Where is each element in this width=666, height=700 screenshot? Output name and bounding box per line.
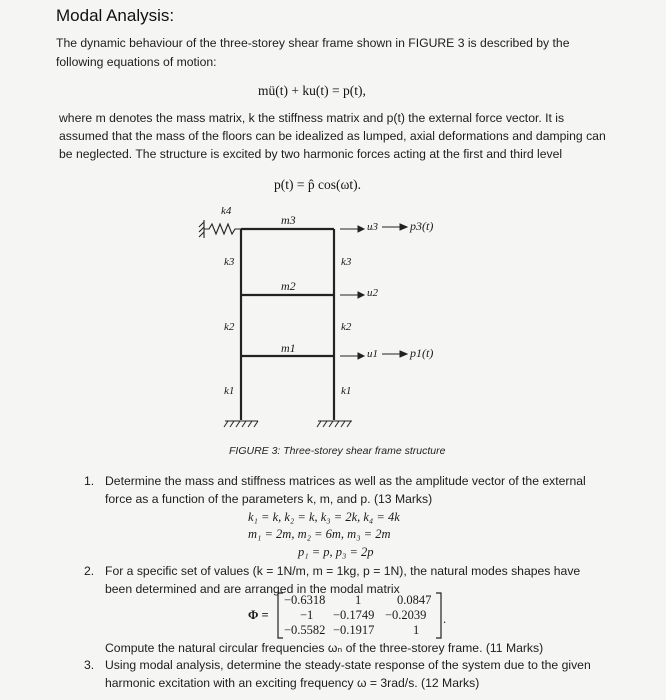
label-k2-right: k2 bbox=[341, 321, 352, 333]
label-k2-left: k2 bbox=[224, 321, 235, 333]
label-k1-right: k1 bbox=[341, 385, 352, 397]
q3-line-1: Using modal analysis, determine the steady-state response of the system due to the given bbox=[105, 658, 591, 672]
force-equation: p(t) = p̂ cos(ωt). bbox=[274, 177, 361, 192]
matrix-cell-r3c2: −0.1917 bbox=[333, 623, 375, 637]
matrix-cell-r1c2: 1 bbox=[355, 593, 362, 607]
label-k3-right: k3 bbox=[341, 256, 352, 268]
q3-line-2: harmonic excitation with an exciting frequency ω = 3rad/s. (12 Marks) bbox=[105, 676, 480, 690]
matrix-cell-r3c1: −0.5582 bbox=[284, 623, 326, 637]
label-p3: p3(t) bbox=[410, 219, 434, 233]
label-k3-left: k3 bbox=[224, 256, 235, 268]
matrix-cell-r2c3: −0.2039 bbox=[385, 608, 427, 622]
matrix-cell-r1c3: 0.0847 bbox=[397, 593, 432, 607]
q2-line-1: For a specific set of values (k = 1N/m, m = 1kg, p = 1N), the natural modes shapes have bbox=[105, 564, 581, 578]
q2-number: 2. bbox=[84, 564, 95, 578]
phi-symbol: Φ = bbox=[248, 608, 269, 622]
q2-line-2: been determined and are arranged in the modal matrix bbox=[105, 582, 400, 596]
page-title: Modal Analysis: bbox=[56, 6, 175, 25]
matrix-cell-r2c1: −1 bbox=[300, 608, 314, 622]
where-line-1: where m denotes the mass matrix, k the stiffness matrix and p(t) the external force vector. It is bbox=[59, 111, 565, 125]
q1-params-p: p₁ = p, p₃ = 2p bbox=[298, 545, 374, 559]
q2-line-3: Compute the natural circular frequencies ωₙ of the three-storey frame. (11 Marks) bbox=[105, 641, 544, 655]
q3-number: 3. bbox=[84, 658, 95, 672]
q1-line-1: Determine the mass and stiffness matrices as well as the amplitude vector of the external bbox=[105, 474, 586, 488]
label-m1: m1 bbox=[281, 341, 296, 355]
label-u2: u2 bbox=[367, 287, 378, 299]
q1-params-m: m₁ = 2m, m₂ = 6m, m₃ = 2m bbox=[248, 527, 391, 541]
q1-number: 1. bbox=[84, 474, 95, 488]
label-p1: p1(t) bbox=[410, 346, 434, 360]
label-m3: m3 bbox=[281, 213, 296, 227]
where-line-2: assumed that the mass of the floors can be idealized as lumped, axial deformations and damping can bbox=[59, 129, 606, 143]
intro-line-1: The dynamic behaviour of the three-storey shear frame shown in FIGURE 3 is described by the bbox=[56, 36, 570, 50]
q1-line-2: force as a function of the parameters k, m, and p. (13 Marks) bbox=[105, 492, 433, 506]
matrix-cell-r3c3: 1 bbox=[413, 623, 420, 637]
matrix-cell-r2c2: −0.1749 bbox=[333, 608, 375, 622]
intro-line-2: following equations of motion: bbox=[56, 55, 217, 69]
matrix-cell-r1c1: −0.6318 bbox=[284, 593, 326, 607]
label-m2: m2 bbox=[281, 279, 296, 293]
figure-caption: FIGURE 3: Three-storey shear frame structure bbox=[229, 445, 446, 457]
label-u1: u1 bbox=[367, 348, 378, 360]
equation-of-motion: mü(t) + ku(t) = p(t), bbox=[258, 83, 366, 98]
where-line-3: be neglected. The structure is excited by two harmonic forces acting at the first and third level bbox=[59, 147, 563, 161]
label-u3: u3 bbox=[367, 221, 378, 233]
label-k1-left: k1 bbox=[224, 385, 235, 397]
q1-params-k: k₁ = k, k₂ = k, k₃ = 2k, k₄ = 4k bbox=[248, 510, 400, 524]
matrix-period: . bbox=[443, 612, 447, 626]
label-k4: k4 bbox=[221, 205, 232, 217]
